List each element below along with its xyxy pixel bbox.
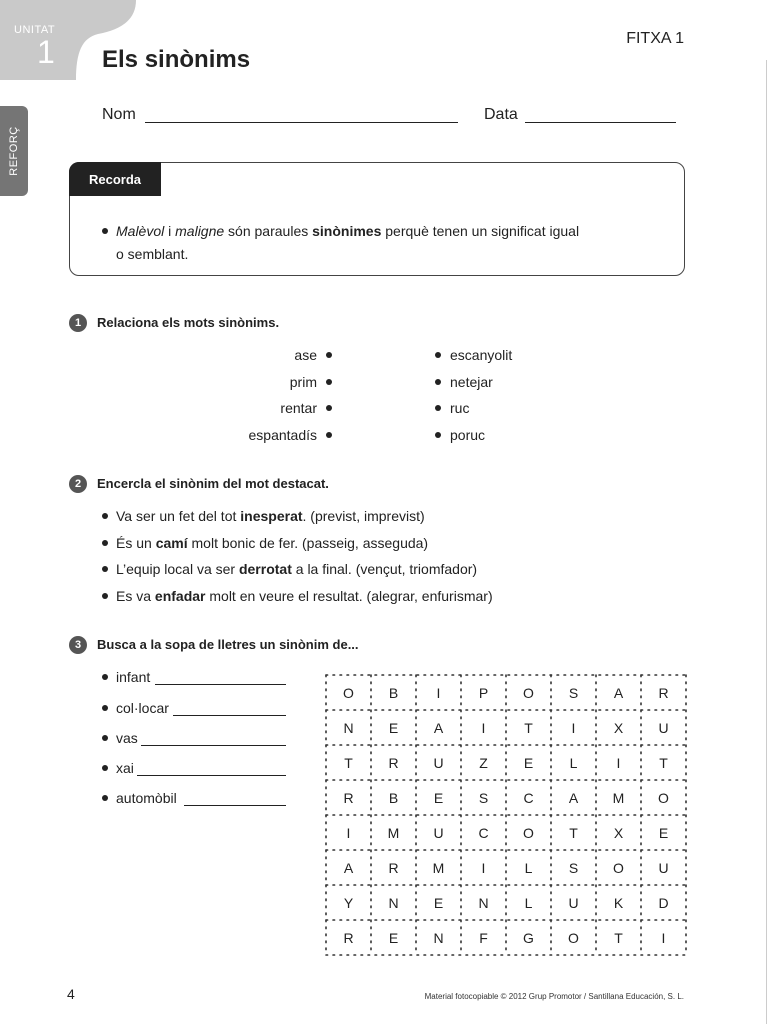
match-dot[interactable] bbox=[326, 352, 332, 358]
grid-letter-cell[interactable]: E bbox=[523, 754, 534, 771]
grid-letter-cell[interactable]: R bbox=[388, 754, 399, 771]
copyright-footer: Material fotocopiable © 2012 Grup Promotor / Santillana Educación, S. L. bbox=[424, 992, 684, 1001]
sentence-text: Va ser un fet del tot bbox=[116, 508, 241, 524]
fill-word: col·locar bbox=[116, 700, 169, 716]
grid-letter-cell[interactable]: N bbox=[388, 894, 399, 911]
match-dot[interactable] bbox=[435, 352, 441, 358]
grid-letter-cell[interactable]: R bbox=[658, 684, 669, 701]
match-right-word: netejar bbox=[450, 374, 493, 390]
grid-letter-cell[interactable]: X bbox=[613, 719, 624, 736]
side-tab-label: REFORÇ bbox=[8, 126, 20, 176]
recorda-text-part: i bbox=[164, 223, 176, 239]
sentence-item[interactable] bbox=[102, 508, 425, 524]
grid-letter-cell[interactable]: T bbox=[614, 929, 623, 946]
answer-line[interactable] bbox=[137, 775, 286, 776]
grid-letter-cell[interactable]: A bbox=[613, 684, 624, 701]
recorda-text-part: són paraules bbox=[224, 223, 313, 239]
grid-letter-cell[interactable]: E bbox=[388, 719, 399, 736]
grid-letter-cell[interactable]: B bbox=[388, 789, 399, 806]
grid-letter-cell[interactable]: U bbox=[658, 859, 669, 876]
fill-item bbox=[102, 790, 177, 806]
sentence-options[interactable]: a la final. (vençut, triomfador) bbox=[291, 561, 478, 577]
exercise-2-number: 2 bbox=[69, 475, 87, 493]
bullet bbox=[102, 735, 108, 741]
grid-letter-cell[interactable]: G bbox=[523, 929, 534, 946]
grid-letter-cell[interactable]: L bbox=[524, 894, 533, 911]
grid-letter-cell[interactable]: O bbox=[523, 824, 534, 841]
grid-letter-cell[interactable]: C bbox=[478, 824, 489, 841]
bullet bbox=[102, 593, 108, 599]
fitxa-label: FITXA 1 bbox=[626, 30, 684, 47]
match-right-word: poruc bbox=[450, 427, 486, 443]
grid-letter-cell[interactable]: R bbox=[388, 859, 399, 876]
grid-letter-cell[interactable]: R bbox=[343, 789, 354, 806]
grid-letter-cell[interactable]: T bbox=[659, 754, 668, 771]
grid-letter-cell[interactable]: C bbox=[523, 789, 534, 806]
highlighted-word: derrotat bbox=[238, 561, 292, 577]
grid-letter-cell[interactable]: L bbox=[524, 859, 533, 876]
grid-letter-cell[interactable]: I bbox=[481, 859, 486, 876]
grid-letter-cell[interactable]: N bbox=[433, 929, 444, 946]
bullet bbox=[102, 674, 108, 680]
match-right-word: ruc bbox=[450, 400, 470, 416]
date-label: Data bbox=[484, 106, 518, 123]
grid-letter-cell[interactable]: F bbox=[479, 929, 488, 946]
grid-letter-cell[interactable]: U bbox=[658, 719, 669, 736]
grid-letter-cell[interactable]: T bbox=[344, 754, 353, 771]
fill-word: infant bbox=[116, 669, 151, 685]
word-maligne: maligne bbox=[175, 223, 225, 239]
fill-item bbox=[102, 669, 150, 685]
match-right-item[interactable] bbox=[435, 427, 485, 443]
match-dot[interactable] bbox=[435, 432, 441, 438]
grid-letter-cell[interactable]: X bbox=[613, 824, 624, 841]
grid-letter-cell[interactable]: E bbox=[388, 929, 399, 946]
grid-letter-cell[interactable]: N bbox=[343, 719, 354, 736]
right-rule bbox=[766, 60, 767, 1024]
grid-letter-cell[interactable]: N bbox=[478, 894, 489, 911]
grid-letter-cell[interactable]: U bbox=[433, 754, 444, 771]
match-dot[interactable] bbox=[435, 379, 441, 385]
match-right-item[interactable] bbox=[435, 347, 512, 363]
highlighted-word: camí bbox=[155, 535, 188, 551]
match-dot[interactable] bbox=[326, 432, 332, 438]
bullet bbox=[102, 795, 108, 801]
sentence-text: L’equip local va ser bbox=[116, 561, 239, 577]
grid-letter-cell[interactable]: A bbox=[343, 859, 354, 876]
grid-letter-cell[interactable]: A bbox=[568, 789, 579, 806]
page-number: 4 bbox=[67, 986, 75, 1002]
grid-letter-cell[interactable]: E bbox=[658, 824, 669, 841]
highlighted-word: inesperat bbox=[240, 508, 303, 524]
grid-letter-cell[interactable]: L bbox=[569, 754, 578, 771]
match-dot[interactable] bbox=[326, 379, 332, 385]
answer-line[interactable] bbox=[155, 684, 286, 685]
fill-word: xai bbox=[116, 760, 134, 776]
word-sinonimes: sinònimes bbox=[312, 223, 382, 239]
grid-letter-cell[interactable]: Y bbox=[343, 894, 354, 911]
recorda-line2: o semblant. bbox=[116, 246, 189, 262]
page-title: Els sinònims bbox=[102, 46, 251, 73]
highlighted-word: enfadar bbox=[154, 588, 206, 604]
bullet bbox=[102, 765, 108, 771]
bullet bbox=[102, 513, 108, 519]
exercise-1-title: Relaciona els mots sinònims. bbox=[97, 315, 280, 330]
grid-letter-cell[interactable]: U bbox=[568, 894, 579, 911]
grid-letter-cell[interactable]: I bbox=[436, 684, 441, 701]
name-label: Nom bbox=[102, 106, 136, 123]
exercise-2-title: Encercla el sinònim del mot destacat. bbox=[97, 476, 329, 491]
bullet bbox=[102, 228, 108, 234]
grid-letter-cell[interactable]: T bbox=[524, 719, 533, 736]
grid-letter-cell[interactable]: I bbox=[571, 719, 576, 736]
exercise-3-title: Busca a la sopa de lletres un sinònim de... bbox=[97, 637, 359, 652]
grid-letter-cell[interactable]: T bbox=[569, 824, 578, 841]
grid-letter-cell[interactable]: O bbox=[658, 789, 669, 806]
grid-letter-cell[interactable]: A bbox=[433, 719, 444, 736]
match-left-word: rentar bbox=[280, 400, 317, 416]
answer-line[interactable] bbox=[184, 805, 286, 806]
sentence-item[interactable] bbox=[102, 588, 493, 604]
fill-item bbox=[102, 760, 134, 776]
unit-label: UNITAT bbox=[14, 24, 56, 36]
grid-letter-cell[interactable]: O bbox=[343, 684, 354, 701]
grid-letter-cell[interactable]: I bbox=[346, 824, 351, 841]
word-malevol: Malèvol bbox=[116, 223, 165, 239]
grid-letter-cell[interactable]: O bbox=[568, 929, 579, 946]
grid-letter-cell[interactable]: B bbox=[388, 684, 399, 701]
bullet bbox=[102, 705, 108, 711]
sentence-text: És un bbox=[116, 535, 156, 551]
match-left-word: espantadís bbox=[248, 427, 317, 443]
date-line[interactable] bbox=[525, 122, 676, 123]
match-right-word: escanyolit bbox=[450, 347, 513, 363]
grid-letter-cell[interactable]: U bbox=[433, 824, 444, 841]
grid-letter-cell[interactable]: D bbox=[658, 894, 669, 911]
grid-letter-cell[interactable]: I bbox=[481, 719, 486, 736]
grid-letter-cell[interactable]: E bbox=[433, 894, 444, 911]
grid-letter-cell[interactable]: I bbox=[616, 754, 621, 771]
match-left-word: prim bbox=[289, 374, 317, 390]
grid-letter-cell[interactable]: R bbox=[343, 929, 354, 946]
grid-letter-cell[interactable]: M bbox=[387, 824, 400, 841]
grid-letter-cell[interactable]: O bbox=[523, 684, 534, 701]
match-left-word: ase bbox=[294, 347, 317, 363]
sentence-text: Es va bbox=[116, 588, 155, 604]
bullet bbox=[102, 540, 108, 546]
name-line[interactable] bbox=[145, 122, 458, 123]
answer-line[interactable] bbox=[173, 715, 286, 716]
sentence-item[interactable] bbox=[102, 561, 477, 577]
grid-letter-cell[interactable]: S bbox=[568, 684, 579, 701]
sentence-options[interactable]: molt bonic de fer. (passeig, asseguda) bbox=[187, 535, 429, 551]
match-left-item[interactable] bbox=[249, 427, 333, 443]
grid-letter-cell[interactable]: M bbox=[612, 789, 625, 806]
grid-letter-cell[interactable]: P bbox=[478, 684, 489, 701]
recorda-text-part: perquè tenen un significat igual bbox=[381, 223, 580, 239]
answer-line[interactable] bbox=[141, 745, 286, 746]
match-left-item[interactable] bbox=[294, 347, 332, 363]
fill-word: automòbil bbox=[116, 790, 177, 806]
grid-letter-cell[interactable]: E bbox=[433, 789, 444, 806]
match-left-item[interactable] bbox=[290, 374, 332, 390]
grid-letter-cell[interactable]: M bbox=[432, 859, 445, 876]
fill-item bbox=[102, 730, 138, 746]
fill-word: vas bbox=[116, 730, 138, 746]
recorda-text bbox=[102, 220, 622, 266]
exercise-1-number: 1 bbox=[69, 314, 87, 332]
grid-letter-cell[interactable]: I bbox=[661, 929, 666, 946]
fill-item bbox=[102, 700, 169, 716]
match-left-item[interactable] bbox=[280, 400, 332, 416]
recorda-tag: Recorda bbox=[69, 162, 161, 196]
sentence-options[interactable]: . (previst, imprevist) bbox=[302, 508, 425, 524]
match-right-item[interactable] bbox=[435, 374, 493, 390]
sentence-item[interactable] bbox=[102, 535, 428, 551]
grid-letter-cell[interactable]: K bbox=[613, 894, 624, 911]
bullet bbox=[102, 566, 108, 572]
grid-letter-cell[interactable]: Z bbox=[479, 754, 488, 771]
sentence-options[interactable]: molt en veure el resultat. (alegrar, enfurismar) bbox=[205, 588, 493, 604]
match-right-item[interactable] bbox=[435, 400, 469, 416]
unit-number: 1 bbox=[37, 34, 55, 70]
match-dot[interactable] bbox=[435, 405, 441, 411]
grid-letter-cell[interactable]: S bbox=[568, 859, 579, 876]
grid-letter-cell[interactable]: O bbox=[613, 859, 624, 876]
side-tab bbox=[0, 106, 28, 196]
grid-letter-cell[interactable]: S bbox=[478, 789, 489, 806]
match-dot[interactable] bbox=[326, 405, 332, 411]
exercise-3-number: 3 bbox=[69, 636, 87, 654]
